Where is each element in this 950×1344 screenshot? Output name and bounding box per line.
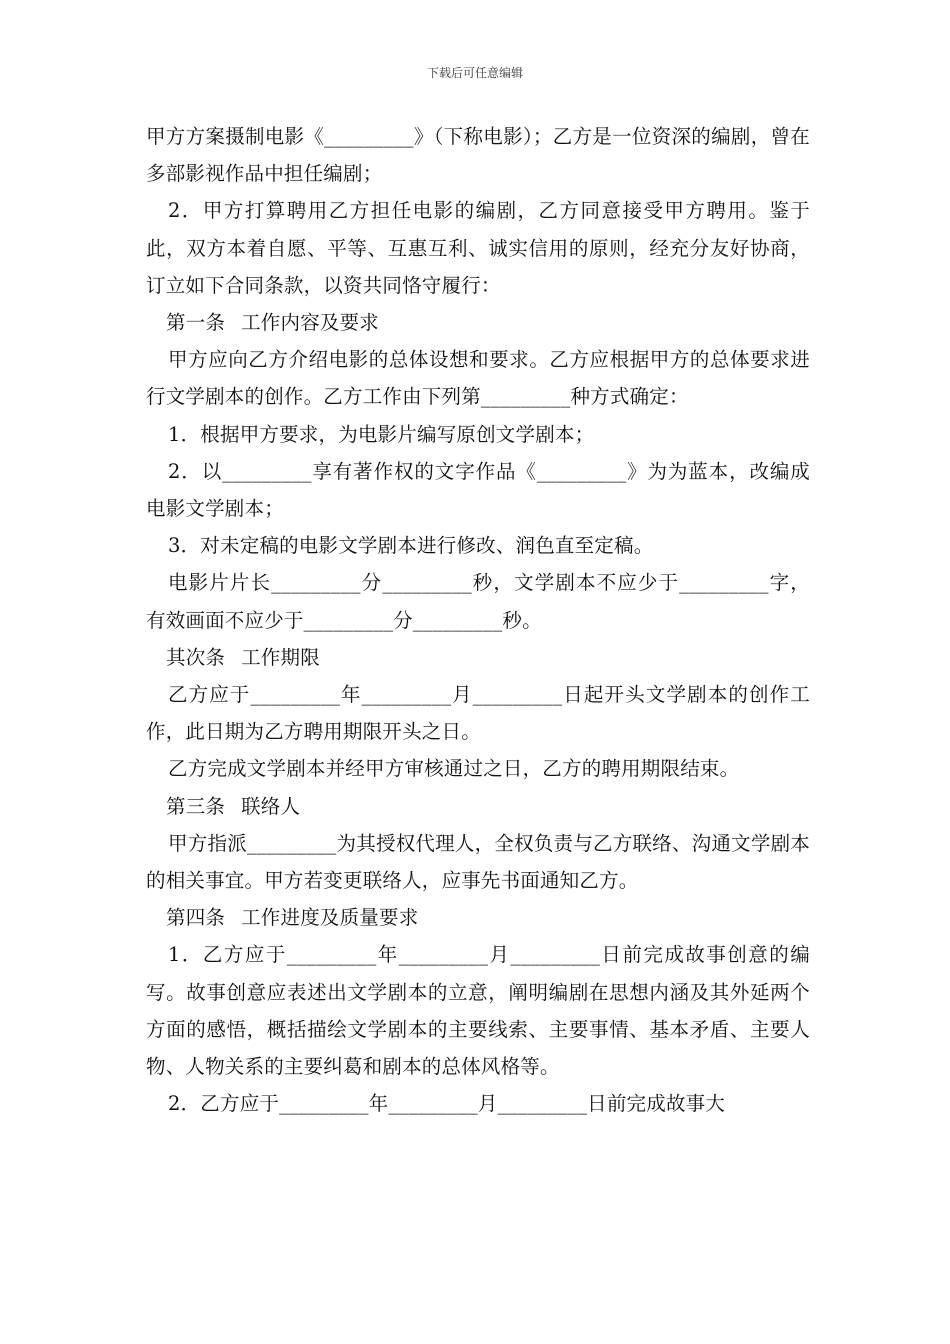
paragraph: 甲方应向乙方介绍电影的总体设想和要求。乙方应根据甲方的总体要求进行文学剧本的创作。乙方工作由下列第_________种方式确定： <box>146 348 810 409</box>
article-number: 第四条 <box>166 906 226 930</box>
article-title: 工作进度及质量要求 <box>241 906 419 930</box>
article-title: 工作期限 <box>241 645 320 669</box>
paragraph: 电影片片长_________分_________秒，文学剧本不应少于_________字，有效画面不应少于_________分_________秒。 <box>146 571 810 632</box>
paragraph: 甲方指派_________为其授权代理人，全权负责与乙方联络、沟通文学剧本的相关事宜。甲方若变更联络人，应事先书面通知乙方。 <box>146 831 810 893</box>
article-heading <box>146 788 810 825</box>
paragraph: 3．对未定稿的电影文学剧本进行修改、润色直至定稿。 <box>168 534 654 558</box>
article-number: 其次条 <box>166 645 226 669</box>
paragraph: 2．乙方应于_________年_________月_________日前完成故事大 <box>168 1092 726 1116</box>
paragraph: 2．以_________享有著作权的文字作品《_________》为为蓝本，改编成电影文学剧本； <box>146 459 810 521</box>
article-heading <box>146 304 810 341</box>
paragraph: 1．根据甲方要求，为电影片编写原创文学剧本； <box>168 422 595 446</box>
article-number: 第三条 <box>166 794 226 818</box>
paragraph: 乙方应于_________年_________月_________日起开头文学剧本的创作工作，此日期为乙方聘用期限开头之日。 <box>146 683 810 744</box>
paragraph: 1．乙方应于_________年_________月_________日前完成故事创意的编写。故事创意应表述出文学剧本的立意，阐明编剧在思想内涵及其外延两个方面的感悟，概括描绘文学剧本的主要线索、主要事情、基本矛盾、主要人物、人物关系的主要纠葛和剧本的总体风格等。 <box>146 943 810 1079</box>
paragraph: 甲方方案摄制电影《_________》（下称电影）；乙方是一位资深的编剧，曾在多部影视作品中担任编剧； <box>146 125 810 186</box>
article-heading <box>146 639 810 676</box>
document-body <box>146 118 810 1122</box>
article-title: 联络人 <box>241 794 301 818</box>
paragraph: 乙方完成文学剧本并经甲方审核通过之日，乙方的聘用期限结束。 <box>168 757 740 781</box>
page-header: 下载后可任意编辑 <box>426 66 523 80</box>
paragraph: 2．甲方打算聘用乙方担任电影的编剧，乙方同意接受甲方聘用。鉴于此，双方本着自愿、平等、互惠互利、诚实信用的原则，经充分友好协商，订立如下合同条款，以资共同恪守履行： <box>146 199 810 297</box>
article-number: 第一条 <box>166 311 226 335</box>
article-title: 工作内容及要求 <box>241 311 380 335</box>
article-heading <box>146 899 810 936</box>
